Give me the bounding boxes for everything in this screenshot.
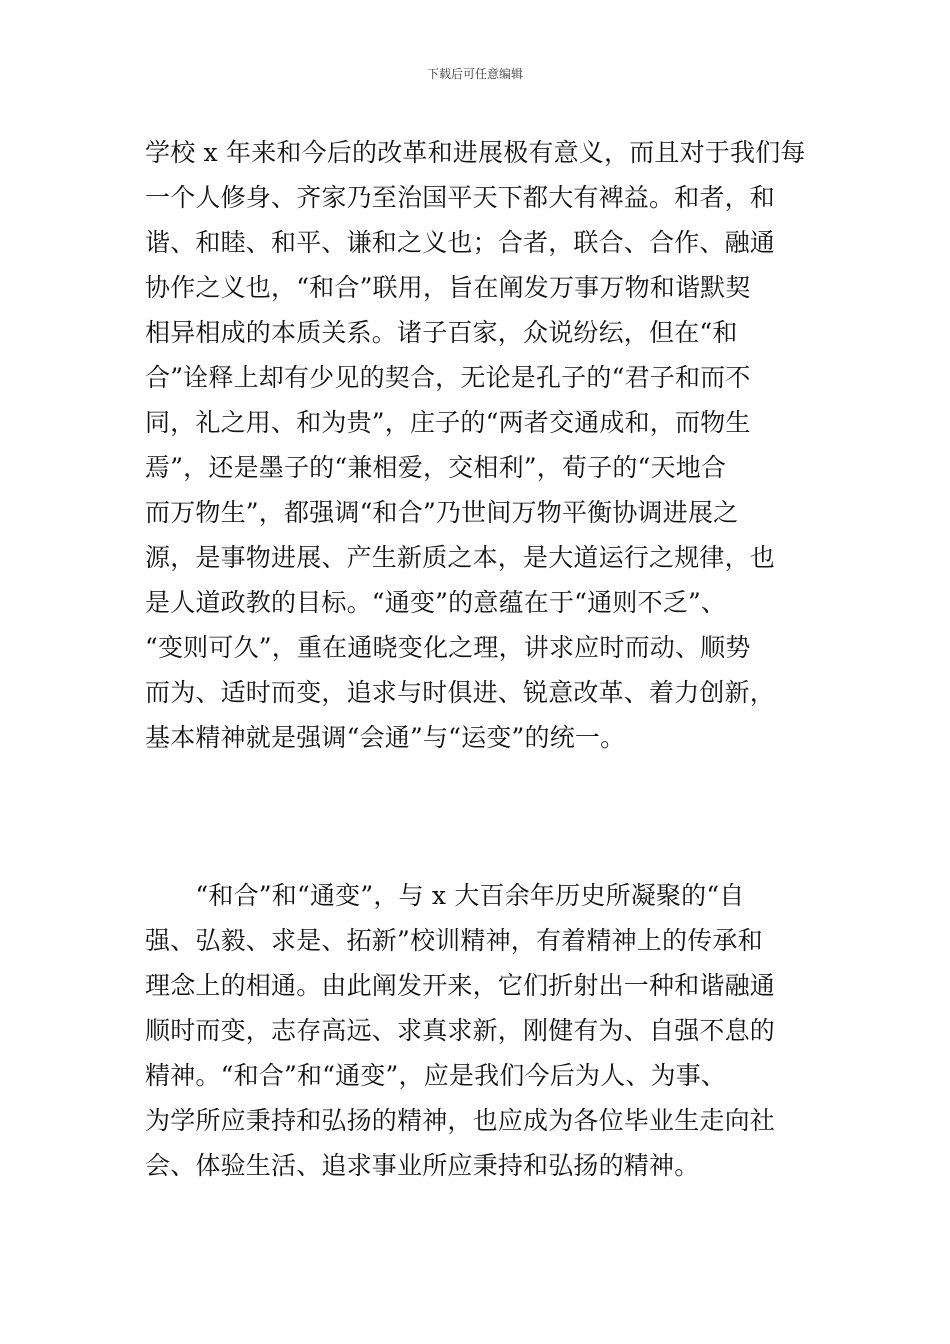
paragraph-line: 合”诠释上却有少见的契合，无论是孔子的“君子和而不 (145, 363, 751, 392)
paragraph-line: 谐、和睦、和平、谦和之义也；合者，联合、合作、融通 (145, 228, 776, 257)
paragraph-line: 而为、适时而变，追求与时俱进、锐意改革、着力创新， (145, 678, 776, 707)
page-header: 下载后可任意编辑 (426, 67, 523, 81)
paragraph-line: 同，礼之用、和为贵”，庄子的“两者交通成和，而物生 (145, 408, 751, 437)
paragraph-line: “变则可久”，重在通晓变化之理，讲求应时而动、顺势 (145, 633, 751, 662)
paragraph-1 (145, 130, 815, 760)
paragraph-line: 顺时而变，志存高远、求真求新，刚健有为、自强不息的 (145, 1016, 776, 1045)
paragraph-line: 理念上的相通。由此阐发开来，它们折射出一种和谐融通 (145, 971, 776, 1000)
paragraph-line: “和合”和“通变”，与 x 大百余年历史所凝聚的“自 (145, 881, 745, 910)
paragraph-line: 相异相成的本质关系。诸子百家，众说纷纭，但在“和 (145, 318, 738, 347)
paragraph-line: 基本精神就是强调“会通”与“运变”的统一。 (145, 723, 626, 752)
paragraph-2 (145, 873, 815, 1188)
paragraph-line: 为学所应秉持和弘扬的精神，也应成为各位毕业生走向社 (145, 1106, 776, 1135)
paragraph-line: 会、体验生活、追求事业所应秉持和弘扬的精神。 (145, 1151, 700, 1180)
paragraph-line: 焉”，还是墨子的“兼相爱，交相利”，荀子的“天地合 (145, 453, 727, 482)
paragraph-line: 而万物生”，都强调“和合”乃世间万物平衡协调进展之 (145, 498, 739, 527)
paragraph-line: 精神。“和合”和“通变”，应是我们今后为人、为事、 (145, 1061, 727, 1090)
paragraph-line: 学校 x 年来和今后的改革和进展极有意义，而且对于我们每 (145, 138, 806, 167)
paragraph-line: 一个人修身、齐家乃至治国平天下都大有裨益。和者，和 (145, 183, 776, 212)
paragraph-line: 是人道政教的目标。“通变”的意蕴在于“通则不乏”、 (145, 588, 727, 617)
paragraph-line: 强、弘毅、求是、拓新”校训精神，有着精神上的传承和 (145, 926, 763, 955)
paragraph-line: 源，是事物进展、产生新质之本，是大道运行之规律，也 (145, 543, 776, 572)
paragraph-line: 协作之义也，“和合”联用，旨在阐发万事万物和谐默契 (145, 273, 751, 302)
